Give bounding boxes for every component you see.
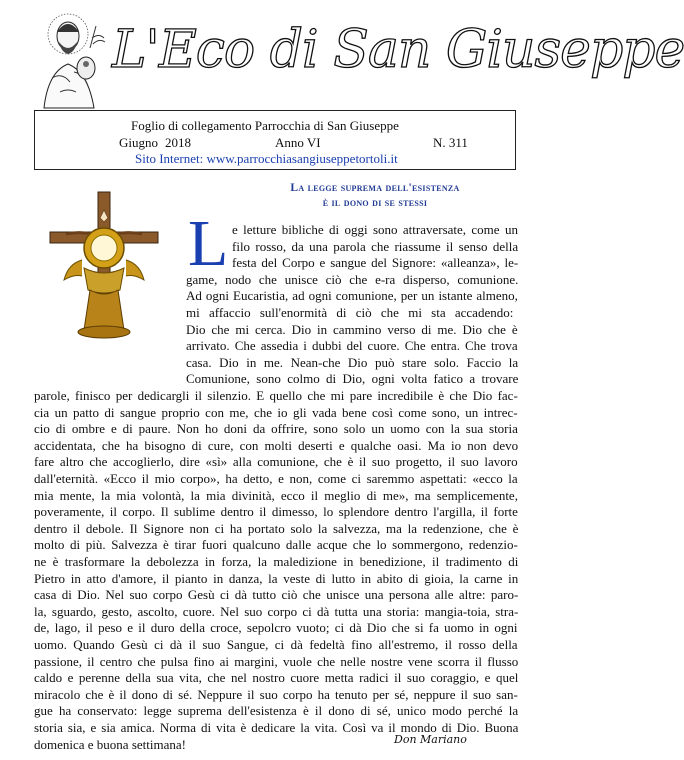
signature: Don Mariano [394, 733, 467, 746]
article-line: festa del Corpo e sangue del Signore: «alleanza», le- [232, 255, 519, 271]
article-line: fare altro che accoglierlo, dire «sì» alla comunione, che è il suo progetto, il suo lavoro [34, 454, 518, 470]
article-line: la, sguardo, gesto, ascolto, cuore. Nel suo corpo ci dà tutta una storia: mangia-toia, stra- [34, 603, 519, 619]
article-line: accidentata, che ha bisogno di cure, con molti deserti e qualche oasi. Ma io non devo [34, 437, 519, 453]
article-line: poveramente, il corpo. Il sublime dentro il dimesso, lo splendore dentro l'argilla, il forte [34, 504, 518, 520]
article-line: ne è trasformare la debolezza in forza, la maledizione in benedizione, il tradimento di [34, 554, 519, 569]
article-line: miracolo che è il dono di sé. Neppure il suo corpo ha tenuto per sé, neppure il suo san- [34, 686, 518, 702]
article-line: uomo. Quando Gesù ci dà il suo Sangue, ci dà fedeltà fino all'estremo, il rosso della [34, 637, 518, 652]
article-line: de, lago, il peso e il duro della croce, sepolcro vuoto; ci dà Dio che si fa uomo in ogni [34, 620, 518, 636]
issue-month: Giugno [119, 135, 158, 150]
crucifix-illustration [44, 190, 164, 350]
drop-cap: L [188, 207, 229, 280]
article-line: gue ha conservato: legge suprema dell'esistenza è il dono di sé, unico modo perché la [34, 703, 519, 719]
headline-line-1: La legge suprema dell'esistenza [290, 182, 460, 194]
article-line: arrivato. Che assedia i dubbi del cuore. Che entra. Che trova [186, 338, 518, 354]
article-line: dentro il debole. Il Signore non ci ha portato solo la salvezza, ma la redenzione, che è [34, 520, 519, 536]
article-line: filo rosso, da una parola che riassume il senso della [232, 238, 519, 254]
article-line: mi affaccio sull'enormità di ciò che mi sta accadendo: [186, 305, 514, 320]
issue-volume: Anno VI [275, 135, 321, 150]
article-line: Comunione, sono colmo di Dio, ogni volta fatico a trovare [186, 371, 519, 387]
article-line: molto di più. Salvezza è tirar fuori qualcuno dalle acque che lo sommergono, redenzio- [34, 537, 518, 553]
article-line: domenica e buona settimana! [34, 736, 186, 752]
masthead-title: L'Eco di San Giuseppe [112, 20, 684, 80]
parish-line: Foglio di collegamento Parrocchia di San Giuseppe [131, 118, 399, 133]
saint-joseph-illustration [30, 8, 112, 108]
article-line: caldo e perenne della sua vita, che nel nostro cuore metta radici il suo coraggio, e quel [34, 670, 519, 686]
article-line: Pietro in atto d'amore, il pianto in danza, la veste di lutto in abito di gioia, la carne in [34, 570, 519, 586]
article-line: dall'eternità. «Ecco il mio corpo», ha detto, e non, come ci saremmo aspettati: «ecco la [34, 471, 518, 486]
article-line: casa di Dio. Nel suo corpo Gesù ci dà tutto ciò che unisce una persona alle altre: paro- [34, 587, 519, 603]
headline-line-2: è il dono di se stessi [322, 197, 428, 209]
article-line: passione, il centro che pulsa fino ai margini, vuole che nelle nostre vene scorra il flusso [34, 653, 519, 669]
article-line: Dio che mi cerca. Dio in cammino verso di me. Dio che è [186, 321, 518, 337]
issue-year: 2018 [165, 135, 191, 150]
article-line: storia sia, e sia amica. Norma di vita è dedicare la vita. Così va il mondo di Dio. Buona [34, 720, 519, 735]
article-line: casa. Dio in me. Nean-che Dio può stare solo. Faccio la [186, 354, 519, 370]
article-line: mia mente, la mia volontà, la mia divinità, ecco il meglio di me», ma semplicemente, [34, 487, 518, 503]
article-line: cio di ombre e di paure. Non ho doni da offrire, sono solo un uomo con la sua storia [34, 421, 518, 437]
article-line: game, nodo che unisce ciò che e-ra disperso, comunione. [186, 271, 519, 287]
article-line: e letture bibliche di oggi sono attraversate, come un [232, 222, 518, 237]
website-link[interactable]: Sito Internet: www.parrocchiasangiuseppetortoli.it [135, 151, 398, 166]
issue-info-box [34, 110, 516, 170]
article-line: parole, finisco per dedicargli il silenzio. E quello che mi pare incredibile è che Dio fac- [34, 388, 518, 403]
article-headline [220, 181, 530, 211]
article-line: Ad ogni Eucaristia, ad ogni comunione, per un istante almeno, [186, 288, 518, 304]
article-line: cia un patto di sangue proprio con me, che io gli vada bene così come sono, un intrec- [34, 404, 518, 420]
issue-number: N. 311 [433, 135, 468, 150]
